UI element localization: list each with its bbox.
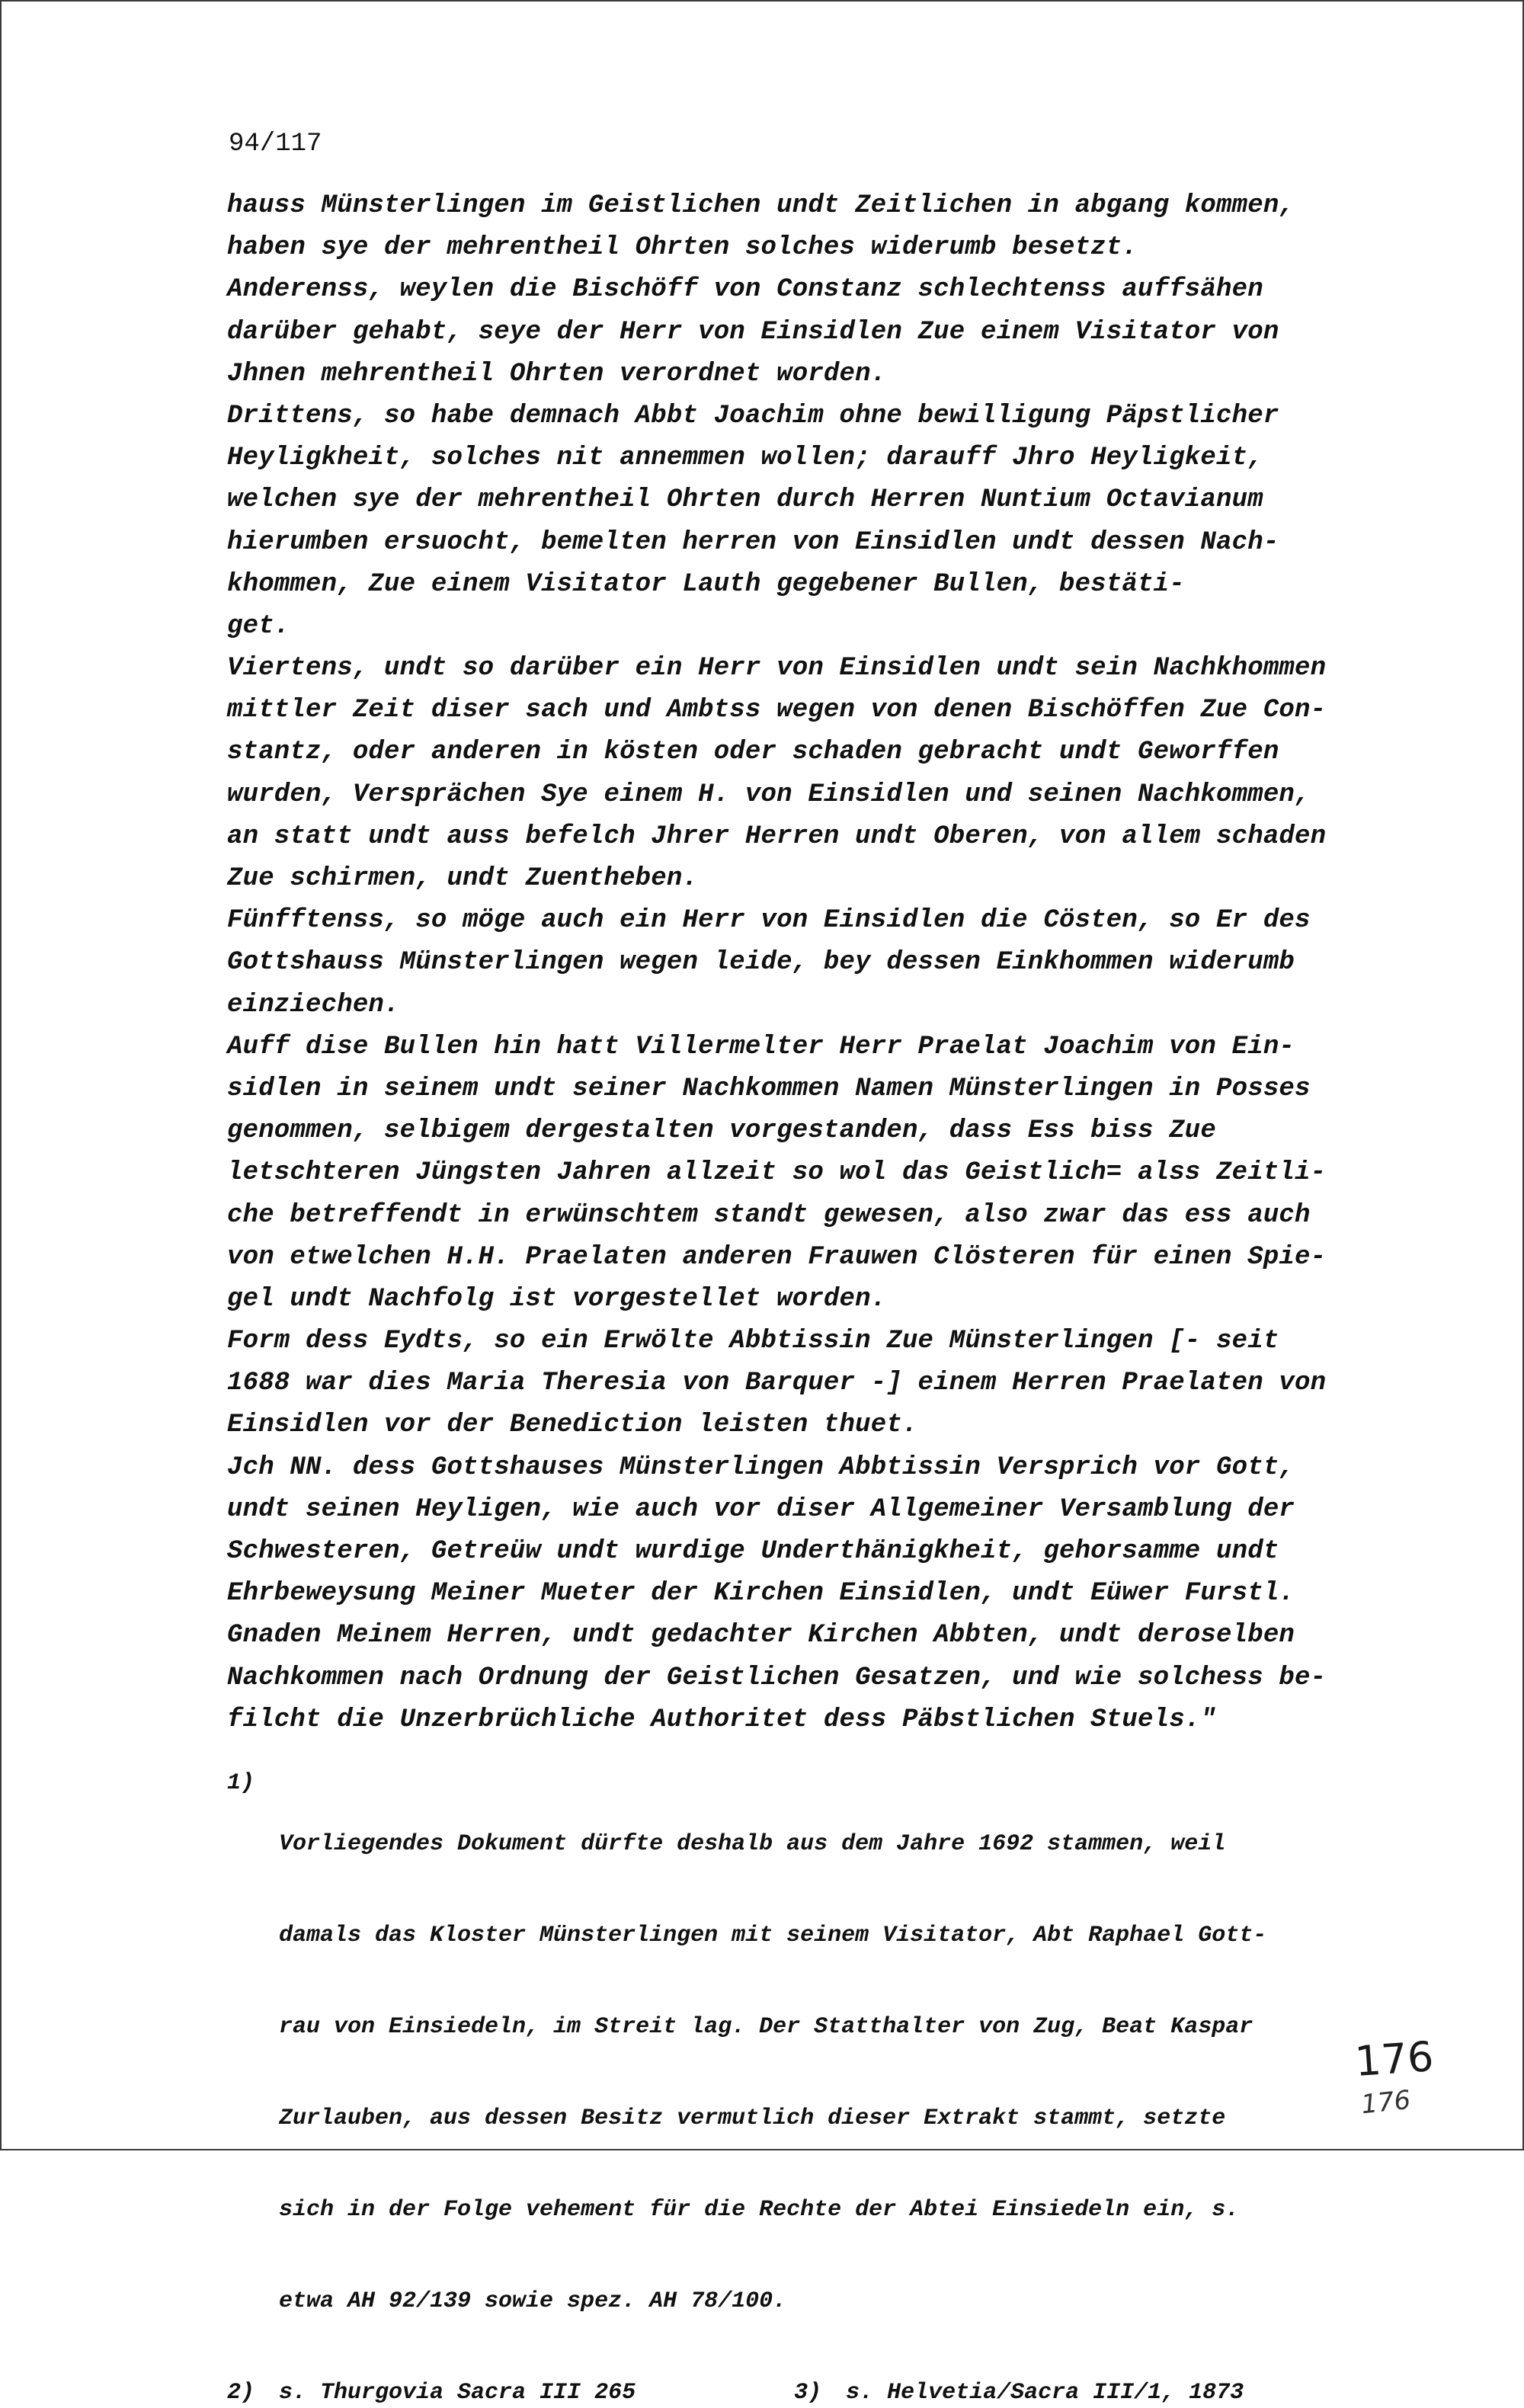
body-line: mittler Zeit diser sach und Ambtss wegen von denen Bischöffen Zue Con- (227, 696, 1327, 725)
body-line: Viertens, undt so darüber ein Herr von Einsidlen undt sein Nachkhommen (227, 654, 1327, 684)
body-line: sidlen in seinem undt seiner Nachkommen Namen Münsterlingen in Posses (227, 1074, 1311, 1103)
body-line: get. (227, 611, 290, 641)
footnote-number: 2) (227, 2380, 255, 2406)
body-line: che betreffendt in erwünschtem standt gewesen, also zwar das ess auch (227, 1200, 1311, 1230)
body-line: einziechen. (227, 990, 400, 1020)
footnote-1 (227, 1768, 1416, 2378)
body-line: Zue schirmen, undt Zuentheben. (227, 864, 699, 893)
footnote-line: sich in der Folge vehement für die Rechte der Abtei Einsiedeln ein, s. (279, 2197, 1240, 2223)
body-line: darüber gehabt, seye der Herr von Einsidlen Zue einem Visitator von (227, 317, 1279, 347)
footnote-3 (794, 2378, 1244, 2408)
footnote-number: 1) (227, 1770, 255, 1796)
handwritten-page-number (1347, 2027, 1454, 2121)
footnote-3-text: s. Helvetia/Sacra III/1, 1873 (846, 2380, 1244, 2406)
body-line: haben sye der mehrentheil Ohrten solches widerumb besetzt. (227, 233, 1138, 263)
body-line: welchen sye der mehrentheil Ohrten durch Herren Nuntium Octavianum (227, 485, 1263, 515)
body-line: Einsidlen vor der Benediction leisten thuet. (227, 1411, 918, 1440)
body-line: Jhnen mehrentheil Ohrten verordnet worden. (227, 359, 887, 389)
footnote-row-2-3 (227, 2378, 1416, 2408)
body-line: hauss Münsterlingen im Geistlichen undt Zeitlichen in abgang kommen, (227, 191, 1295, 220)
body-line: wurden, Versprächen Sye einem H. von Einsidlen und seinen Nachkommen, (227, 780, 1311, 809)
footnote-2-text: s. Thurgovia Sacra III 265 (279, 2380, 636, 2406)
footnote-line: rau von Einsiedeln, im Streit lag. Der Statthalter von Zug, Beat Kaspar (279, 2014, 1253, 2040)
body-line: Fünfftenss, so möge auch ein Herr von Einsidlen die Cösten, so Er des (227, 906, 1311, 936)
handwritten-number-large: 176 (1353, 2032, 1436, 2086)
footnote-text (279, 1768, 1266, 2378)
footnote-line: Zurlauben, aus dessen Besitz vermutlich dieser Extrakt stammt, setzte (279, 2105, 1226, 2131)
body-line: an statt undt auss befelch Jhrer Herren undt Oberen, von allem schaden (227, 821, 1327, 851)
body-line: genommen, selbigem dergestalten vorgestanden, dass Ess biss Zue (227, 1116, 1217, 1146)
footnote-line: etwa AH 92/139 sowie spez. AH 78/100. (279, 2288, 787, 2314)
body-line: Heyligkheit, solches nit annemmen wollen; darauff Jhro Heyligkeit, (227, 443, 1263, 473)
footnote-line: damals das Kloster Münsterlingen mit seinem Visitator, Abt Raphael Gott- (279, 1923, 1267, 1948)
body-line: Form dess Eydts, so ein Erwölte Abbtissin Zue Münsterlingen [- seit (227, 1327, 1279, 1356)
footnotes (227, 1768, 1416, 2408)
body-line: Gnaden Meinem Herren, undt gedachter Kirchen Abbten, undt deroselben (227, 1621, 1295, 1651)
body-line: Anderenss, weylen die Bischöff von Constanz schlechtenss auffsähen (227, 275, 1263, 305)
page-number: 94/117 (229, 130, 322, 159)
body-line: hierumben ersuocht, bemelten herren von Einsidlen undt dessen Nach- (227, 527, 1279, 557)
handwritten-number-small: 176 (1359, 2084, 1413, 2121)
footnote-number: 3) (794, 2380, 822, 2406)
body-line: Jch NN. dess Gottshauses Münsterlingen Abbtissin Versprich vor Gott, (227, 1452, 1295, 1482)
body-line: undt seinen Heyligen, wie auch vor diser Allgemeiner Versamblung der (227, 1494, 1295, 1524)
body-line: Auff dise Bullen hin hatt Villermelter Herr Praelat Joachim von Ein- (227, 1032, 1295, 1062)
body-line: Gottshauss Münsterlingen wegen leide, bey dessen Einkhommen widerumb (227, 948, 1295, 978)
body-line: 1688 war dies Maria Theresia von Barquer -] einem Herren Praelaten von (227, 1369, 1327, 1398)
body-line: khommen, Zue einem Visitator Lauth gegebener Bullen, bestäti- (227, 569, 1185, 599)
footnote-line: Vorliegendes Dokument dürfte deshalb aus dem Jahre 1692 stammen, weil (279, 1831, 1226, 1857)
body-line: stantz, oder anderen in kösten oder schaden gebracht undt Geworffen (227, 738, 1279, 767)
body-line: Drittens, so habe demnach Abbt Joachim ohne bewilligung Päpstlicher (227, 401, 1279, 431)
body-line: filcht die Unzerbrüchliche Authoritet dess Päbstlichen Stuels." (227, 1705, 1217, 1734)
body-line: Schwesteren, Getreüw undt wurdige Underthänigkheit, gehorsamme undt (227, 1537, 1279, 1566)
body-line: letschteren Jüngsten Jahren allzeit so wol das Geistlich= alss Zeitli- (227, 1158, 1327, 1188)
body-line: Ehrbeweysung Meiner Mueter der Kirchen Einsidlen, undt Eüwer Furstl. (227, 1579, 1295, 1609)
body-text (227, 185, 1416, 1741)
body-line: Nachkommen nach Ordnung der Geistlichen Gesatzen, und wie solchess be- (227, 1663, 1327, 1692)
body-line: von etwelchen H.H. Praelaten anderen Frauwen Clösteren für einen Spie- (227, 1242, 1327, 1272)
body-line: gel undt Nachfolg ist vorgestellet worden. (227, 1284, 887, 1314)
